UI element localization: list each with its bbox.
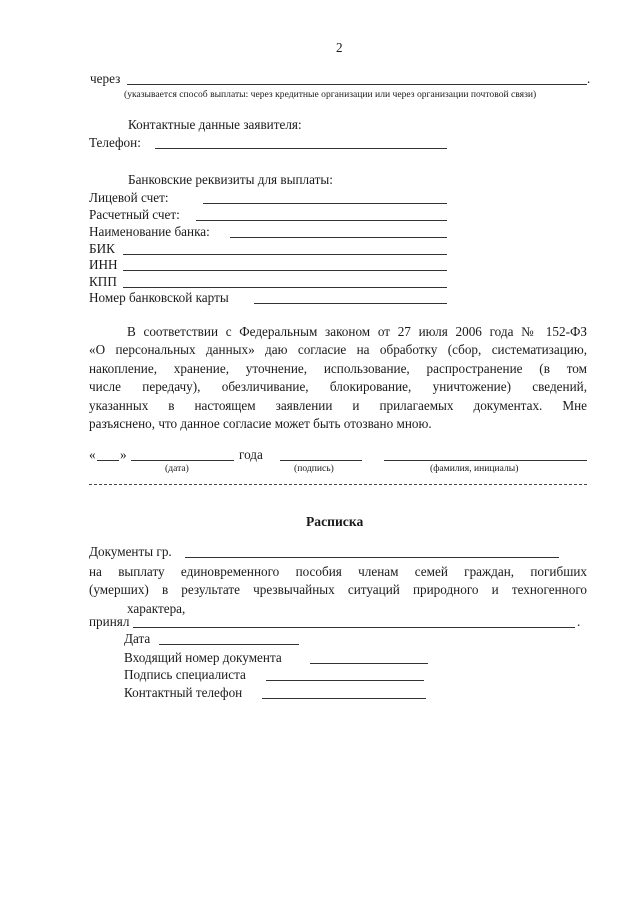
bank-field-inn: ИНН — [89, 257, 118, 272]
incoming-number-line[interactable] — [310, 663, 428, 664]
payment-via-label: через — [90, 71, 121, 86]
signature-line[interactable] — [280, 460, 362, 461]
citizen-name-line[interactable] — [185, 557, 559, 558]
date-caption: (дата) — [165, 463, 189, 474]
consent-line-1: В соответствии с Федеральным законом от 27 июля 2006 года № 152-ФЗ — [127, 324, 587, 339]
open-quote: « — [89, 447, 96, 462]
accepted-by-line[interactable] — [133, 627, 575, 628]
consent-line-2: «О персональных данных» даю согласие на обработку (сбор, систематизацию, — [89, 342, 587, 358]
personal-account-line[interactable] — [203, 203, 447, 204]
kpp-line[interactable] — [123, 287, 447, 288]
consent-line-5: указанных в настоящем заявлении и прилагаемых документах. Мне — [89, 397, 587, 413]
name-caption: (фамилия, инициалы) — [430, 463, 519, 474]
cut-line — [89, 484, 587, 485]
bik-line[interactable] — [123, 254, 447, 255]
year-label: года — [239, 447, 263, 462]
bank-name-line[interactable] — [230, 237, 447, 238]
payment-hint: (указывается способ выплаты: через кредитные организации или через организации почтовой связи) — [124, 89, 537, 100]
phone-line[interactable] — [155, 148, 447, 149]
payment-method-line[interactable] — [127, 84, 587, 85]
bank-field-bik: БИК — [89, 241, 115, 256]
receipt-docs-label: Документы гр. — [89, 544, 172, 559]
bank-field-card-number: Номер банковской карты — [89, 290, 229, 305]
card-number-line[interactable] — [254, 303, 447, 304]
contact-phone-line[interactable] — [262, 698, 426, 699]
phone-label: Телефон: — [89, 135, 141, 150]
bank-field-kpp: КПП — [89, 274, 117, 289]
inn-line[interactable] — [123, 270, 447, 271]
page-number: 2 — [336, 40, 343, 55]
payment-end-dot: . — [587, 71, 591, 86]
consent-line-3: накопление, хранение, уточнение, использование, распространение (в том — [89, 360, 587, 376]
specialist-signature-line[interactable] — [266, 680, 424, 681]
accepted-label: принял — [89, 614, 130, 629]
sign-caption: (подпись) — [294, 463, 334, 474]
receipt-title: Расписка — [306, 514, 364, 529]
bank-field-bank-name: Наименование банка: — [89, 224, 210, 239]
consent-paragraph — [89, 323, 587, 433]
contacts-heading: Контактные данные заявителя: — [128, 117, 302, 132]
receipt-field-date: Дата — [124, 631, 151, 646]
receipt-line-3: (умерших) в результате чрезвычайных ситуаций природного и техногенного — [89, 582, 587, 598]
receipt-paragraph — [89, 563, 587, 618]
receipt-field-contact-phone: Контактный телефон — [124, 685, 243, 700]
bank-field-personal-account: Лицевой счет: — [89, 190, 169, 205]
full-name-line[interactable] — [384, 460, 587, 461]
bank-heading: Банковские реквизиты для выплаты: — [128, 172, 333, 187]
bank-field-settlement-account: Расчетный счет: — [89, 207, 180, 222]
month-line[interactable] — [131, 460, 234, 461]
receipt-field-incoming-number: Входящий номер документа — [124, 650, 282, 665]
accepted-end-dot: . — [577, 614, 581, 629]
consent-line-6: разъяснено, что данное согласие может быть отозвано мною. — [89, 416, 432, 432]
consent-line-4: числе передачу), обезличивание, блокирование, уничтожение) сведений, — [89, 379, 587, 395]
settlement-account-line[interactable] — [196, 220, 447, 221]
receipt-line-4: характера, — [127, 600, 186, 616]
close-quote: » — [120, 447, 127, 462]
receipt-date-line[interactable] — [159, 644, 299, 645]
receipt-line-2: на выплату единовременного пособия членам семей граждан, погибших — [89, 564, 587, 579]
receipt-field-specialist-signature: Подпись специалиста — [124, 667, 246, 682]
day-line[interactable] — [97, 460, 119, 461]
